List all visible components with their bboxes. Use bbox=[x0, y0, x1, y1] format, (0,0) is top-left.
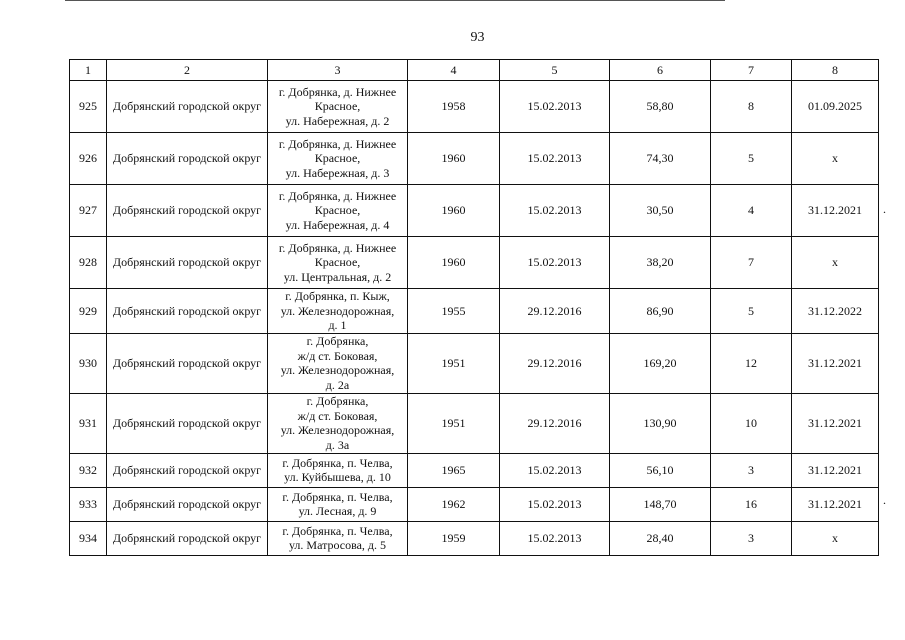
district-cell: Добрянский городской округ bbox=[107, 393, 268, 453]
date-cell: 29.12.2016 bbox=[500, 289, 610, 334]
table-row bbox=[70, 185, 879, 237]
area-cell: 148,70 bbox=[610, 487, 711, 521]
date-cell: 15.02.2013 bbox=[500, 487, 610, 521]
date-cell: 15.02.2013 bbox=[500, 453, 610, 487]
deadline-cell: 01.09.2025 bbox=[792, 81, 879, 133]
district-cell: Добрянский городской округ bbox=[107, 289, 268, 334]
column-header: 7 bbox=[711, 60, 792, 81]
deadline-cell: 31.12.2022 bbox=[792, 289, 879, 334]
area-cell: 74,30 bbox=[610, 133, 711, 185]
area-cell: 38,20 bbox=[610, 237, 711, 289]
date-cell: 15.02.2013 bbox=[500, 81, 610, 133]
row-number: 931 bbox=[70, 393, 107, 453]
column-header: 5 bbox=[500, 60, 610, 81]
row-number: 927 bbox=[70, 185, 107, 237]
margin-dot: . bbox=[883, 493, 886, 507]
year-cell: 1958 bbox=[408, 81, 500, 133]
date-cell: 29.12.2016 bbox=[500, 393, 610, 453]
area-cell: 169,20 bbox=[610, 333, 711, 393]
area-cell: 86,90 bbox=[610, 289, 711, 334]
deadline-cell: х bbox=[792, 237, 879, 289]
column-header: 8 bbox=[792, 60, 879, 81]
year-cell: 1960 bbox=[408, 237, 500, 289]
column-header: 3 bbox=[268, 60, 408, 81]
district-cell: Добрянский городской округ bbox=[107, 185, 268, 237]
count-cell: 3 bbox=[711, 453, 792, 487]
deadline-cell: 31.12.2021 bbox=[792, 185, 879, 237]
table-row bbox=[70, 81, 879, 133]
year-cell: 1955 bbox=[408, 289, 500, 334]
column-header: 2 bbox=[107, 60, 268, 81]
deadline-cell: 31.12.2021 bbox=[792, 487, 879, 521]
date-cell: 15.02.2013 bbox=[500, 237, 610, 289]
address-cell: г. Добрянка, д. Нижнее Красное, ул. Центральная, д. 2 bbox=[268, 237, 408, 289]
table-row bbox=[70, 393, 879, 453]
address-cell: г. Добрянка, д. Нижнее Красное, ул. Набережная, д. 2 bbox=[268, 81, 408, 133]
count-cell: 5 bbox=[711, 133, 792, 185]
year-cell: 1960 bbox=[408, 133, 500, 185]
row-number: 928 bbox=[70, 237, 107, 289]
address-cell: г. Добрянка, ж/д ст. Боковая, ул. Железнодорожная, д. 3а bbox=[268, 393, 408, 453]
table-row bbox=[70, 453, 879, 487]
count-cell: 8 bbox=[711, 81, 792, 133]
table-row bbox=[70, 333, 879, 393]
year-cell: 1951 bbox=[408, 393, 500, 453]
district-cell: Добрянский городской округ bbox=[107, 133, 268, 185]
date-cell: 15.02.2013 bbox=[500, 185, 610, 237]
count-cell: 5 bbox=[711, 289, 792, 334]
area-cell: 130,90 bbox=[610, 393, 711, 453]
date-cell: 29.12.2016 bbox=[500, 333, 610, 393]
row-number: 926 bbox=[70, 133, 107, 185]
address-cell: г. Добрянка, д. Нижнее Красное, ул. Набережная, д. 3 bbox=[268, 133, 408, 185]
address-cell: г. Добрянка, п. Челва, ул. Куйбышева, д. 10 bbox=[268, 453, 408, 487]
table-row bbox=[70, 487, 879, 521]
row-number: 934 bbox=[70, 521, 107, 555]
year-cell: 1965 bbox=[408, 453, 500, 487]
address-cell: г. Добрянка, д. Нижнее Красное, ул. Набережная, д. 4 bbox=[268, 185, 408, 237]
row-number: 929 bbox=[70, 289, 107, 334]
district-cell: Добрянский городской округ bbox=[107, 487, 268, 521]
area-cell: 28,40 bbox=[610, 521, 711, 555]
table-row bbox=[70, 237, 879, 289]
row-number: 933 bbox=[70, 487, 107, 521]
address-cell: г. Добрянка, ж/д ст. Боковая, ул. Железнодорожная, д. 2а bbox=[268, 333, 408, 393]
count-cell: 10 bbox=[711, 393, 792, 453]
deadline-cell: х bbox=[792, 521, 879, 555]
top-rule bbox=[65, 0, 725, 1]
area-cell: 56,10 bbox=[610, 453, 711, 487]
area-cell: 30,50 bbox=[610, 185, 711, 237]
year-cell: 1951 bbox=[408, 333, 500, 393]
address-cell: г. Добрянка, п. Челва, ул. Лесная, д. 9 bbox=[268, 487, 408, 521]
table-row bbox=[70, 133, 879, 185]
date-cell: 15.02.2013 bbox=[500, 521, 610, 555]
column-header: 4 bbox=[408, 60, 500, 81]
address-cell: г. Добрянка, п. Кыж, ул. Железнодорожная, д. 1 bbox=[268, 289, 408, 334]
row-number: 930 bbox=[70, 333, 107, 393]
year-cell: 1959 bbox=[408, 521, 500, 555]
district-cell: Добрянский городской округ bbox=[107, 521, 268, 555]
header-row bbox=[70, 60, 879, 81]
year-cell: 1962 bbox=[408, 487, 500, 521]
count-cell: 16 bbox=[711, 487, 792, 521]
date-cell: 15.02.2013 bbox=[500, 133, 610, 185]
table-row bbox=[70, 289, 879, 334]
area-cell: 58,80 bbox=[610, 81, 711, 133]
column-header: 1 bbox=[70, 60, 107, 81]
deadline-cell: 31.12.2021 bbox=[792, 453, 879, 487]
year-cell: 1960 bbox=[408, 185, 500, 237]
count-cell: 3 bbox=[711, 521, 792, 555]
table-row bbox=[70, 521, 879, 555]
district-cell: Добрянский городской округ bbox=[107, 237, 268, 289]
row-number: 932 bbox=[70, 453, 107, 487]
count-cell: 4 bbox=[711, 185, 792, 237]
deadline-cell: х bbox=[792, 133, 879, 185]
district-cell: Добрянский городской округ bbox=[107, 333, 268, 393]
count-cell: 7 bbox=[711, 237, 792, 289]
page-number: 93 bbox=[470, 30, 485, 45]
row-number: 925 bbox=[70, 81, 107, 133]
district-cell: Добрянский городской округ bbox=[107, 81, 268, 133]
housing-register-table bbox=[69, 59, 879, 556]
deadline-cell: 31.12.2021 bbox=[792, 333, 879, 393]
column-header: 6 bbox=[610, 60, 711, 81]
deadline-cell: 31.12.2021 bbox=[792, 393, 879, 453]
address-cell: г. Добрянка, п. Челва, ул. Матросова, д. 5 bbox=[268, 521, 408, 555]
margin-dot: . bbox=[883, 202, 886, 216]
district-cell: Добрянский городской округ bbox=[107, 453, 268, 487]
count-cell: 12 bbox=[711, 333, 792, 393]
